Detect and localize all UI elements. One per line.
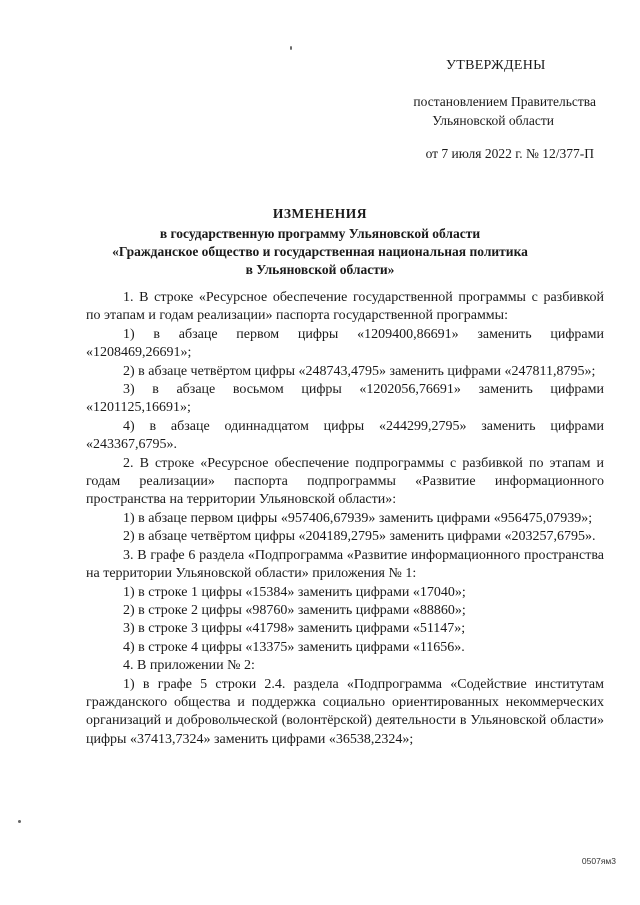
- paragraph: 4) в абзаце одиннадцатом цифры «244299,2795» заменить цифрами «243367,6795».: [86, 418, 604, 453]
- scan-speck: [18, 820, 21, 823]
- approved-stamp: УТВЕРЖДЕНЫ: [446, 58, 546, 73]
- paragraph: 2) в абзаце четвёртом цифры «204189,2795» заменить цифрами «203257,6795».: [123, 529, 596, 545]
- paragraph: 1) в строке 1 цифры «15384» заменить цифрами «17040»;: [123, 584, 466, 600]
- paragraph: 4) в строке 4 цифры «13375» заменить цифрами «11656».: [123, 639, 465, 655]
- decree-date: от 7 июля 2022 г. № 12/377-П: [425, 146, 594, 161]
- decree-reference: [338, 92, 598, 163]
- paragraph: 2. В строке «Ресурсное обеспечение подпрограммы с разбивкой по этапам и годам реализации» паспорта подпрограммы «Развитие информационного пространства на территории Ульяновской области»:: [86, 455, 604, 508]
- paragraph: 3) в абзаце восьмом цифры «1202056,76691» заменить цифрами «1201125,16691»;: [86, 382, 604, 416]
- title-line-4: в Ульяновской области»: [245, 262, 395, 277]
- paragraph: 2) в строке 2 цифры «98760» заменить цифрами «88860»;: [123, 602, 466, 618]
- paragraph: 1) в абзаце первом цифры «957406,67939» заменить цифрами «956475,07939»;: [123, 510, 593, 526]
- paragraph: 3. В графе 6 раздела «Подпрограмма «Развитие информационного пространства на территории Ульяновской области» приложения № 1:: [86, 547, 604, 582]
- document-title: [0, 205, 640, 279]
- paragraph: 1. В строке «Ресурсное обеспечение государственной программы с разбивкой по этапам и годам реализации» паспорта государственной программы:: [86, 290, 604, 324]
- scan-speck: [290, 46, 292, 50]
- paragraph: 4. В приложении № 2:: [123, 658, 255, 674]
- footer-code: 0507ям3: [581, 856, 616, 866]
- paragraph: 1) в абзаце первом цифры «1209400,86691» заменить цифрами «1208469,26691»;: [86, 326, 604, 361]
- decree-line-1: постановлением Правительства: [413, 94, 596, 109]
- paragraph: 1) в графе 5 строки 2.4. раздела «Подпрограмма «Содействие институтам гражданского общества и поддержка социально ориентированных некоммерческих организаций и добровольческой (волонтёрской) деятельности в Ульяновской области» цифры «37413,7324» заменить цифрами «36538,2324»;: [86, 676, 604, 747]
- title-line-3: «Гражданское общество и государственная национальная политика: [112, 244, 528, 259]
- paragraph: 2) в абзаце четвёртом цифры «248743,4795» заменить цифрами «247811,8795»;: [123, 363, 596, 379]
- title-line-2: в государственную программу Ульяновской области: [159, 226, 481, 241]
- document-body: [86, 289, 604, 749]
- paragraph: 3) в строке 3 цифры «41798» заменить цифрами «51147»;: [123, 621, 466, 637]
- title-line-1: ИЗМЕНЕНИЯ: [272, 206, 368, 221]
- decree-line-2: Ульяновской области: [432, 113, 554, 128]
